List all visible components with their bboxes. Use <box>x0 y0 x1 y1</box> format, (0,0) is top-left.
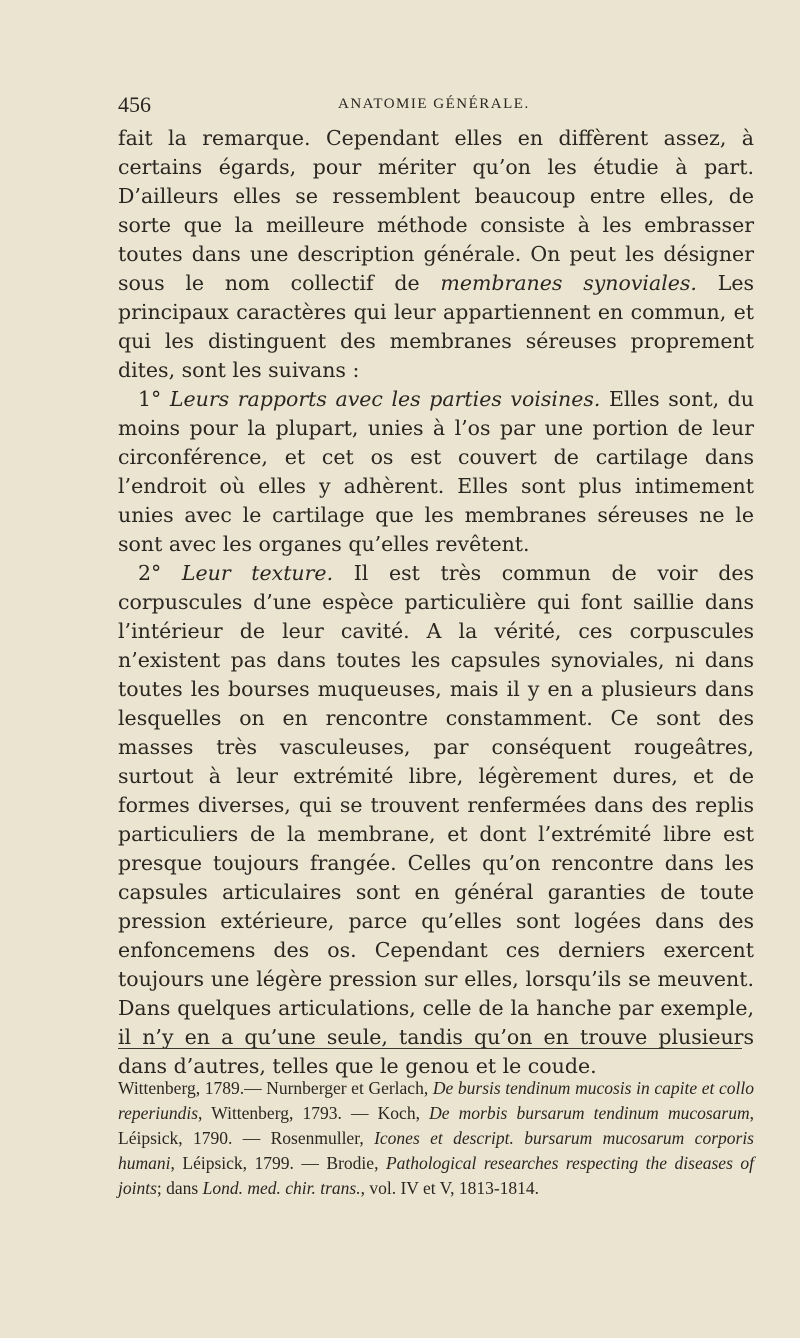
section-heading-italic: Leur texture. <box>181 561 334 585</box>
text-run: Il est très commun de voir des corpuscules d’une espèce particulière qui font saillie dans l’intérieur de leur cavité. A la vérité, ces corpuscules n’existent pas dans toutes les capsules synoviales, ni dans toutes les bourses muqueuses, mais il y en a plusieurs dans lesquelles on en rencontre constamment. Ce sont des masses très vasculeuses, par conséquent rougeâtres, surtout à leur extrémité libre, légèrement dures, et de formes diverses, qui se trouvent renfermées dans des replis particuliers de la membrane, et dont l’extrémité libre est presque toujours frangée. Celles qu’on rencontre dans les capsules articulaires sont en général garanties de toute pression extérieure, parce qu’elles sont logées dans des enfoncemens des os. Cependant ces derniers exercent toujours une légère pression sur elles, lorsqu’ils se meuvent. Dans quelques articulations, celle de la hanche par exemple, il n’y en a qu’une seule, tandis qu’on en trouve plusieurs dans d’autres, telles que le genou et le coude. <box>118 561 754 1078</box>
text-run: Elles sont, du moins pour la plupart, unies à l’os par une portion de leur circonférence, et cet os est couvert de cartilage dans l’endroit où elles y adhèrent. Elles sont plus intimement unies avec le cartilage que les membranes séreuses ne le sont avec les organes qu’elles revêtent. <box>118 387 754 556</box>
footnote-title: Icones et descript. bursarum mucosarum corporis humani <box>118 1128 754 1173</box>
footnote-text: ; dans <box>156 1178 203 1198</box>
footnote-text: , Wittenberg, 1793. — Koch, <box>198 1103 430 1123</box>
footnote-text: , vol. IV et V, 1813-1814. <box>360 1178 540 1198</box>
item-number: 1° <box>138 387 162 411</box>
footnote-title: Lond. med. chir. trans. <box>202 1178 361 1198</box>
footnote-title: De bursis tendinum mucosis in capite et collo reperiundis <box>118 1078 754 1123</box>
footnote-text: , Léipsick, 1799. — Brodie, <box>170 1153 386 1173</box>
footnote-rule <box>118 1048 742 1049</box>
footnote-text: , Léipsick, 1790. — Rosenmuller, <box>118 1103 754 1148</box>
footnote-text: Wittenberg, 1789.— Nurnberger et Gerlach, <box>118 1078 433 1098</box>
paragraph-continued <box>118 124 754 385</box>
section-heading-italic: Leurs rapports avec les parties voisines. <box>169 387 601 411</box>
item-number: 2° <box>138 561 162 585</box>
footnote <box>118 1076 754 1201</box>
emphasis-term: membranes synoviales. <box>440 271 697 295</box>
footnote-title: Pathological researches respecting the diseases of joints <box>118 1153 754 1198</box>
text-run: Les principaux caractères qui leur appartiennent en commun, et qui les distinguent des membranes séreuses proprement dites, sont les suivans : <box>118 271 754 382</box>
footnote-title: De morbis bursarum tendinum mucosarum <box>429 1103 750 1123</box>
page-number: 456 <box>118 92 151 117</box>
text-run: fait la remarque. Cependant elles en diffèrent assez, à certains égards, pour mériter qu’on les étudie à part. D’ailleurs elles se ressemblent beaucoup entre elles, de sorte que la meilleure méthode consiste à les embrasser toutes dans une description générale. On peut les désigner sous le nom collectif de <box>118 126 754 295</box>
main-text <box>118 124 754 1081</box>
paragraph-texture <box>118 559 754 1081</box>
running-title: ANATOMIE GÉNÉRALE. <box>338 96 530 112</box>
paragraph-rapports <box>118 385 754 559</box>
page-header <box>118 92 758 122</box>
